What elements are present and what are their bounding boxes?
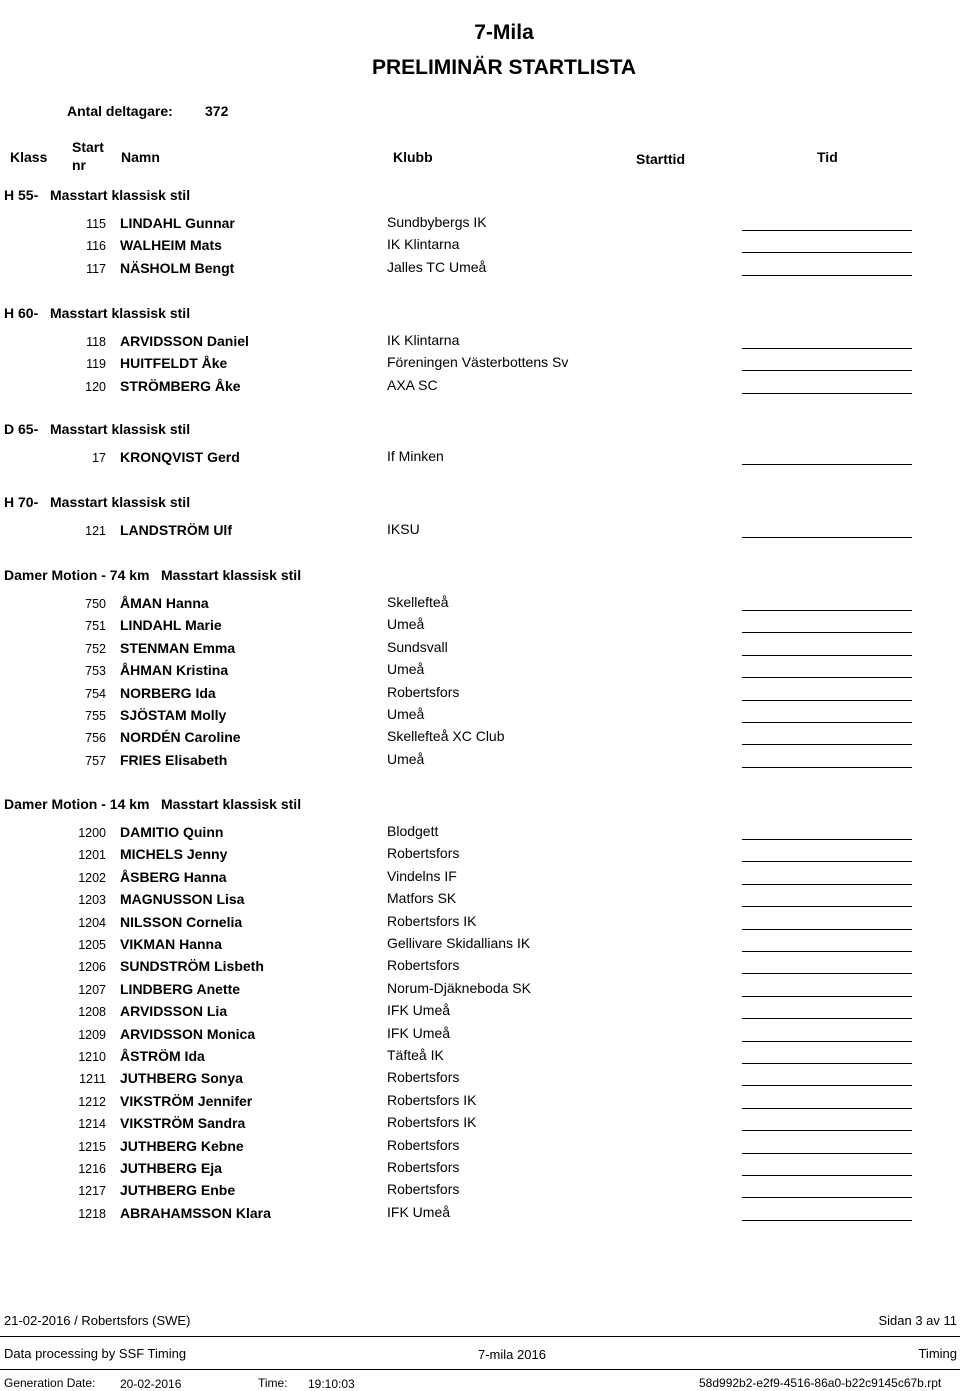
class-description: Masstart klassisk stil (50, 421, 191, 437)
class-label: Damer Motion - 74 km (4, 567, 150, 583)
time-entry-line (742, 1220, 912, 1221)
col-namn: Namn (121, 149, 160, 165)
start-number: 1217 (78, 1184, 106, 1199)
time-entry-line (742, 1018, 912, 1019)
competitor-name: ARVIDSSON Daniel (120, 333, 249, 349)
competitor-name: ABRAHAMSSON Klara (120, 1204, 271, 1221)
time-entry-line (742, 1153, 912, 1154)
start-number: 17 (92, 451, 106, 465)
competitor-name: VIKSTRÖM Sandra (120, 1115, 246, 1132)
class-description: Masstart klassisk stil (161, 796, 302, 812)
competitor-name: SJÖSTAM Molly (120, 707, 227, 723)
start-number: 1218 (78, 1206, 106, 1221)
time-entry-line (742, 744, 912, 745)
club-name: Vindelns IF (387, 867, 457, 884)
time-entry-line (742, 393, 912, 394)
competitor-name: JUTHBERG Sonya (120, 1070, 243, 1087)
competitor-name: NORBERG Ida (120, 684, 216, 701)
competitor-name: VIKSTRÖM Jennifer (120, 1092, 253, 1109)
start-number: 1200 (78, 826, 106, 840)
time-entry-line (742, 677, 912, 678)
time-entry-line (742, 370, 912, 371)
start-number: 1209 (78, 1027, 106, 1042)
competitor-name: SUNDSTRÖM Lisbeth (120, 958, 264, 975)
time-entry-line (742, 929, 912, 930)
competitor-name: STENMAN Emma (120, 639, 236, 656)
participants-count: 372 (205, 103, 229, 119)
competitor-name: JUTHBERG Kebne (120, 1137, 244, 1154)
start-number: 757 (85, 753, 106, 768)
start-number: 118 (86, 335, 106, 349)
competitor-name: LINDAHL Gunnar (120, 215, 235, 231)
club-name: Robertsfors (387, 1136, 460, 1153)
competitor-name: NORDÉN Caroline (120, 729, 241, 746)
footer-timing: Timing (918, 1346, 957, 1361)
footer-rule-bottom (0, 1369, 960, 1370)
start-number: 1211 (79, 1072, 106, 1087)
time-entry-line (742, 973, 912, 974)
start-number: 1204 (78, 915, 106, 930)
class-label: H 60- (4, 305, 39, 321)
time-entry-line (742, 537, 912, 538)
time-entry-line (742, 951, 912, 952)
class-description: Masstart klassisk stil (50, 305, 191, 321)
class-description: Masstart klassisk stil (161, 567, 302, 583)
club-name: If Minken (387, 448, 444, 464)
start-number: 1203 (78, 893, 106, 908)
start-number: 1207 (78, 982, 106, 997)
start-number: 1202 (78, 870, 106, 885)
competitor-name: ARVIDSSON Monica (120, 1025, 256, 1042)
competitor-name: NILSSON Cornelia (120, 913, 243, 930)
club-name: Blodgett (387, 823, 439, 839)
time-entry-line (742, 1175, 912, 1176)
start-number: 120 (85, 379, 106, 394)
footer-gen-date: 20-02-2016 (120, 1377, 182, 1391)
competitor-name: DAMITIO Quinn (120, 824, 224, 840)
time-entry-line (742, 767, 912, 768)
club-name: Umeå (387, 661, 425, 678)
footer-processing: Data processing by SSF Timing (4, 1346, 187, 1361)
start-number: 1205 (78, 938, 106, 952)
class-description: Masstart klassisk stil (50, 187, 191, 203)
participants-label: Antal deltagare: (67, 103, 173, 119)
competitor-name: LANDSTRÖM Ulf (120, 522, 232, 538)
start-number: 751 (85, 619, 106, 634)
start-number: 1210 (78, 1050, 106, 1064)
footer-page: Sidan 3 av 11 (878, 1313, 957, 1328)
class-description: Masstart klassisk stil (50, 494, 191, 510)
club-name: Skellefteå (387, 594, 449, 610)
col-klubb: Klubb (393, 149, 433, 165)
start-number: 755 (85, 709, 106, 723)
club-name: Matfors SK (387, 890, 457, 907)
time-entry-line (742, 861, 912, 862)
class-label: H 55- (4, 187, 39, 203)
time-entry-line (742, 655, 912, 656)
time-entry-line (742, 348, 912, 349)
start-number: 753 (85, 664, 106, 679)
start-number: 119 (86, 357, 106, 372)
start-number: 756 (85, 731, 106, 746)
competitor-name: ARVIDSSON Lia (120, 1003, 228, 1020)
competitor-name: VIKMAN Hanna (120, 936, 222, 952)
start-number: 1215 (78, 1139, 106, 1154)
club-name: Robertsfors (387, 683, 460, 700)
club-name: Umeå (387, 616, 425, 633)
competitor-name: ÅSBERG Hanna (120, 868, 227, 885)
competitor-name: NÄSHOLM Bengt (120, 259, 235, 276)
time-entry-line (742, 996, 912, 997)
club-name: Umeå (387, 706, 425, 722)
competitor-name: MAGNUSSON Lisa (120, 891, 245, 908)
start-number: 121 (85, 524, 106, 538)
competitor-name: ÅHMAN Kristina (120, 662, 229, 679)
club-name: Robertsfors (387, 957, 460, 974)
start-number: 1201 (78, 848, 106, 863)
club-name: Robertsfors (387, 1069, 460, 1086)
start-number: 116 (86, 239, 106, 254)
start-number: 1214 (78, 1117, 106, 1132)
footer-date-place: 21-02-2016 / Robertsfors (SWE) (4, 1313, 191, 1328)
competitor-name: LINDAHL Marie (120, 617, 222, 634)
club-name: Robertsfors IK (387, 912, 477, 929)
footer-gen-label: Generation Date: (4, 1376, 96, 1390)
time-entry-line (742, 839, 912, 840)
time-entry-line (742, 906, 912, 907)
competitor-name: HUITFELDT Åke (120, 355, 228, 372)
competitor-name: ÅSTRÖM Ida (120, 1048, 205, 1064)
competitor-name: JUTHBERG Eja (120, 1160, 222, 1176)
time-entry-line (742, 1041, 912, 1042)
footer-report: 58d992b2-e2f9-4516-86a0-b22c9145c67b.rpt (699, 1376, 942, 1390)
club-name: Skellefteå XC Club (387, 728, 505, 745)
start-number: 754 (85, 686, 106, 701)
start-number: 1208 (78, 1005, 106, 1020)
competitor-name: JUTHBERG Enbe (120, 1182, 236, 1199)
club-name: Robertsfors IK (387, 1114, 477, 1131)
time-entry-line (742, 610, 912, 611)
time-entry-line (742, 275, 912, 276)
club-name: Norum-Djäkneboda SK (387, 979, 531, 996)
time-entry-line (742, 1085, 912, 1086)
club-name: IFK Umeå (387, 1203, 451, 1220)
col-starttid: Starttid (636, 151, 685, 167)
club-name: IFK Umeå (387, 1024, 451, 1041)
start-number: 1212 (78, 1094, 106, 1109)
start-number: 115 (86, 217, 106, 231)
time-entry-line (742, 1108, 912, 1109)
competitor-name: LINDBERG Anette (120, 980, 241, 997)
club-name: IK Klintarna (387, 332, 460, 348)
start-number: 1206 (78, 960, 106, 975)
club-name: Robertsfors IK (387, 1091, 477, 1108)
footer-time-label: Time: (258, 1376, 288, 1390)
club-name: Sundbybergs IK (387, 214, 487, 230)
footer-event: 7-mila 2016 (478, 1347, 546, 1362)
club-name: Gellivare Skidallians IK (387, 935, 531, 951)
competitor-name: STRÖMBERG Åke (120, 377, 241, 394)
time-entry-line (742, 1197, 912, 1198)
page-title: 7-Mila (474, 21, 534, 44)
competitor-name: WALHEIM Mats (120, 237, 222, 254)
time-entry-line (742, 632, 912, 633)
competitor-name: FRIES Elisabeth (120, 751, 228, 768)
start-number: 752 (85, 641, 106, 656)
club-name: Föreningen Västerbottens Sv (387, 354, 569, 371)
time-entry-line (742, 464, 912, 465)
time-entry-line (742, 230, 912, 231)
class-label: H 70- (4, 494, 39, 510)
club-name: IK Klintarna (387, 236, 460, 253)
start-number: 1216 (78, 1162, 106, 1176)
club-name: AXA SC (387, 376, 438, 393)
club-name: Täfteå IK (387, 1047, 444, 1063)
club-name: Robertsfors (387, 1181, 460, 1198)
start-number: 750 (85, 597, 106, 611)
col-start-line2: nr (72, 157, 86, 173)
page-subtitle: PRELIMINÄR STARTLISTA (371, 56, 637, 79)
club-name: Sundsvall (387, 638, 448, 655)
time-entry-line (742, 722, 912, 723)
time-entry-line (742, 1063, 912, 1064)
club-name: IFK Umeå (387, 1002, 451, 1019)
club-name: Robertsfors (387, 845, 460, 862)
col-start-line1: Start (72, 139, 104, 155)
club-name: IKSU (387, 521, 420, 537)
club-name: Jalles TC Umeå (387, 258, 487, 275)
club-name: Robertsfors (387, 1159, 460, 1175)
competitor-name: KRONQVIST Gerd (120, 449, 240, 465)
competitor-name: MICHELS Jenny (120, 846, 228, 863)
class-label: Damer Motion - 14 km (4, 796, 150, 812)
start-number: 117 (86, 261, 106, 276)
col-klass: Klass (10, 149, 48, 165)
club-name: Umeå (387, 750, 425, 767)
competitor-name: ÅMAN Hanna (120, 595, 209, 611)
time-entry-line (742, 884, 912, 885)
time-entry-line (742, 700, 912, 701)
time-entry-line (742, 1130, 912, 1131)
class-label: D 65- (4, 421, 39, 437)
col-tid: Tid (817, 149, 838, 165)
time-entry-line (742, 252, 912, 253)
footer-rule (0, 1336, 960, 1337)
footer-time-value: 19:10:03 (308, 1377, 355, 1391)
